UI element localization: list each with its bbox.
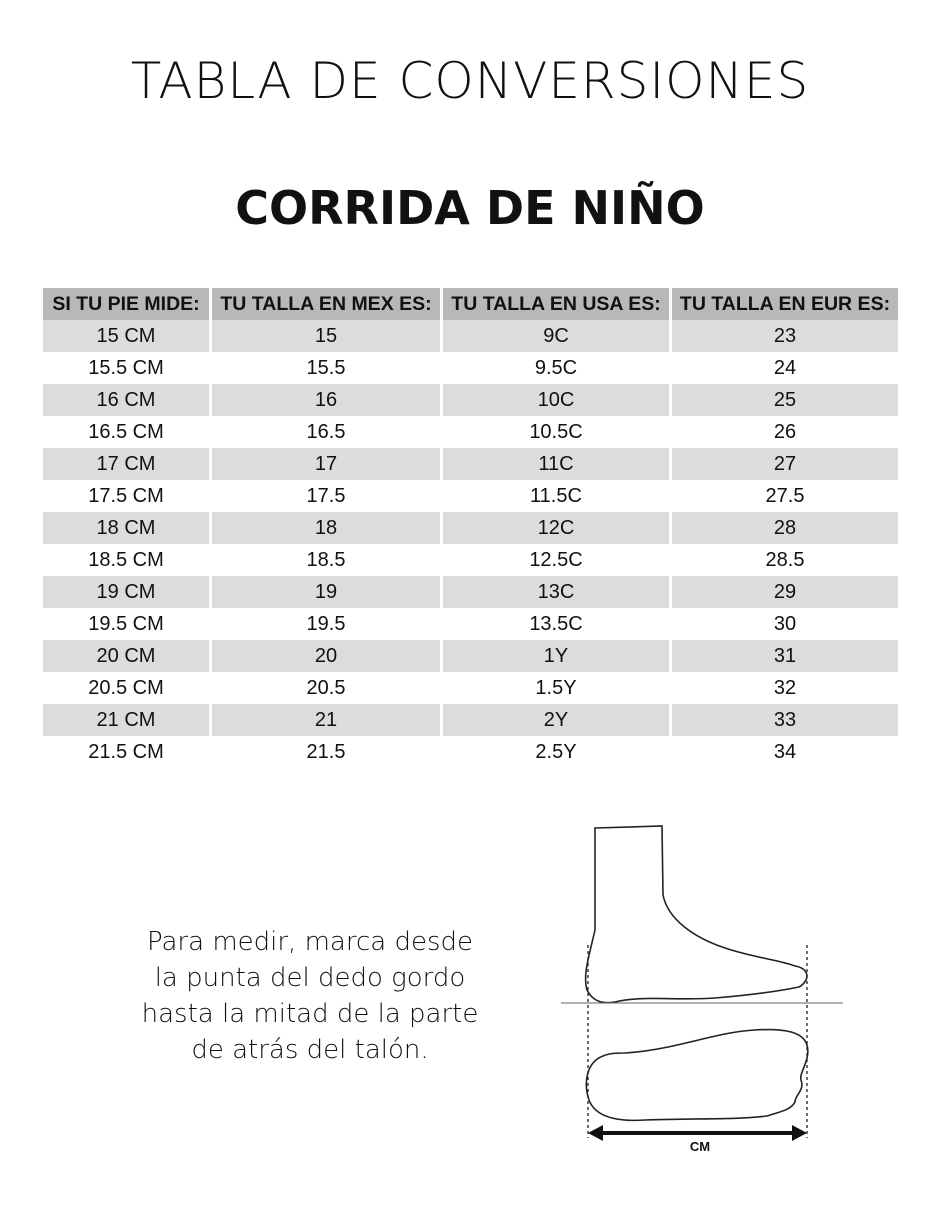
measure-label: CM (689, 1139, 711, 1154)
foot-sole-icon (586, 1030, 807, 1121)
cell-eur-size: 32 (773, 676, 797, 699)
cell-usa-size: 12C (443, 512, 669, 544)
cell-foot-length: 20.5 CM (88, 676, 164, 699)
cell-mex-size: 17.5 (306, 484, 346, 507)
instruction-line: Para medir, marca desde (146, 927, 473, 957)
cell-foot-length: 18.5 CM (88, 548, 164, 571)
header-usa-size: TU TALLA EN USA ES: (443, 288, 669, 320)
table-row (43, 352, 898, 384)
cell-eur-size: 30 (773, 612, 797, 635)
cell-mex-size: 20 (212, 640, 440, 672)
cell-eur-size: 31 (672, 640, 898, 672)
table-row (43, 416, 898, 448)
measuring-instructions (100, 924, 520, 1068)
table-row (43, 544, 898, 576)
cell-eur-size: 29 (672, 576, 898, 608)
cell-eur-size: 26 (773, 420, 797, 443)
foot-measurement-diagram (555, 820, 855, 1165)
header-eur-size: TU TALLA EN EUR ES: (672, 288, 898, 320)
cell-eur-size: 25 (672, 384, 898, 416)
cell-usa-size: 2.5Y (535, 740, 577, 763)
table-row (43, 736, 898, 768)
cell-mex-size: 19.5 (306, 612, 346, 635)
instruction-line: de atrás del talón. (191, 1035, 429, 1065)
cell-usa-size: 11.5C (530, 484, 582, 507)
cell-foot-length: 21.5 CM (88, 740, 164, 763)
cell-foot-length: 17 CM (43, 448, 209, 480)
cell-foot-length: 15 CM (43, 320, 209, 352)
cell-usa-size: 10C (443, 384, 669, 416)
cell-mex-size: 18.5 (306, 548, 346, 571)
cell-eur-size: 27.5 (765, 484, 805, 507)
cell-foot-length: 17.5 CM (88, 484, 164, 507)
table-row (43, 704, 898, 736)
cell-usa-size: 12.5C (529, 548, 583, 571)
table-row (43, 576, 898, 608)
cell-eur-size: 27 (672, 448, 898, 480)
cell-mex-size: 21 (212, 704, 440, 736)
cell-eur-size: 33 (672, 704, 898, 736)
table-row (43, 480, 898, 512)
cell-mex-size: 16 (212, 384, 440, 416)
instruction-line: hasta la mitad de la parte (141, 999, 479, 1029)
cell-usa-size: 11C (443, 448, 669, 480)
table-row (43, 640, 898, 672)
cell-eur-size: 24 (773, 356, 797, 379)
cell-mex-size: 15.5 (306, 356, 346, 379)
header-foot-length: SI TU PIE MIDE: (43, 288, 209, 320)
table-row (43, 320, 898, 352)
page-title: TABLA DE CONVERSIONES (130, 52, 810, 110)
cell-foot-length: 15.5 CM (88, 356, 164, 379)
cell-foot-length: 16.5 CM (88, 420, 164, 443)
arrow-right-icon (792, 1125, 807, 1141)
cell-usa-size: 2Y (443, 704, 669, 736)
cell-foot-length: 19 CM (43, 576, 209, 608)
table-row (43, 512, 898, 544)
table-header-row (43, 288, 898, 320)
cell-mex-size: 18 (212, 512, 440, 544)
table-row (43, 608, 898, 640)
cell-foot-length: 18 CM (43, 512, 209, 544)
cell-mex-size: 15 (212, 320, 440, 352)
header-mex-size: TU TALLA EN MEX ES: (212, 288, 440, 320)
table-row (43, 448, 898, 480)
cell-usa-size: 9.5C (534, 356, 578, 379)
cell-mex-size: 16.5 (306, 420, 346, 443)
cell-mex-size: 20.5 (306, 676, 346, 699)
cell-mex-size: 17 (212, 448, 440, 480)
cell-eur-size: 23 (672, 320, 898, 352)
cell-foot-length: 16 CM (43, 384, 209, 416)
instruction-line: la punta del dedo gordo (154, 963, 466, 993)
table-row (43, 672, 898, 704)
cell-eur-size: 34 (773, 740, 797, 763)
cell-usa-size: 1Y (443, 640, 669, 672)
size-conversion-table (40, 288, 901, 768)
cell-eur-size: 28 (672, 512, 898, 544)
table-row (43, 384, 898, 416)
cell-foot-length: 19.5 CM (88, 612, 164, 635)
cell-foot-length: 21 CM (43, 704, 209, 736)
cell-usa-size: 10.5C (529, 420, 583, 443)
page-subtitle: CORRIDA DE NIÑO (235, 181, 705, 235)
cell-foot-length: 20 CM (43, 640, 209, 672)
cell-usa-size: 9C (443, 320, 669, 352)
cell-mex-size: 21.5 (306, 740, 346, 763)
cell-usa-size: 1.5Y (535, 676, 577, 699)
foot-side-icon (586, 826, 807, 1003)
cell-usa-size: 13.5C (529, 612, 583, 635)
cell-eur-size: 28.5 (765, 548, 805, 571)
cell-usa-size: 13C (443, 576, 669, 608)
cell-mex-size: 19 (212, 576, 440, 608)
arrow-left-icon (588, 1125, 603, 1141)
